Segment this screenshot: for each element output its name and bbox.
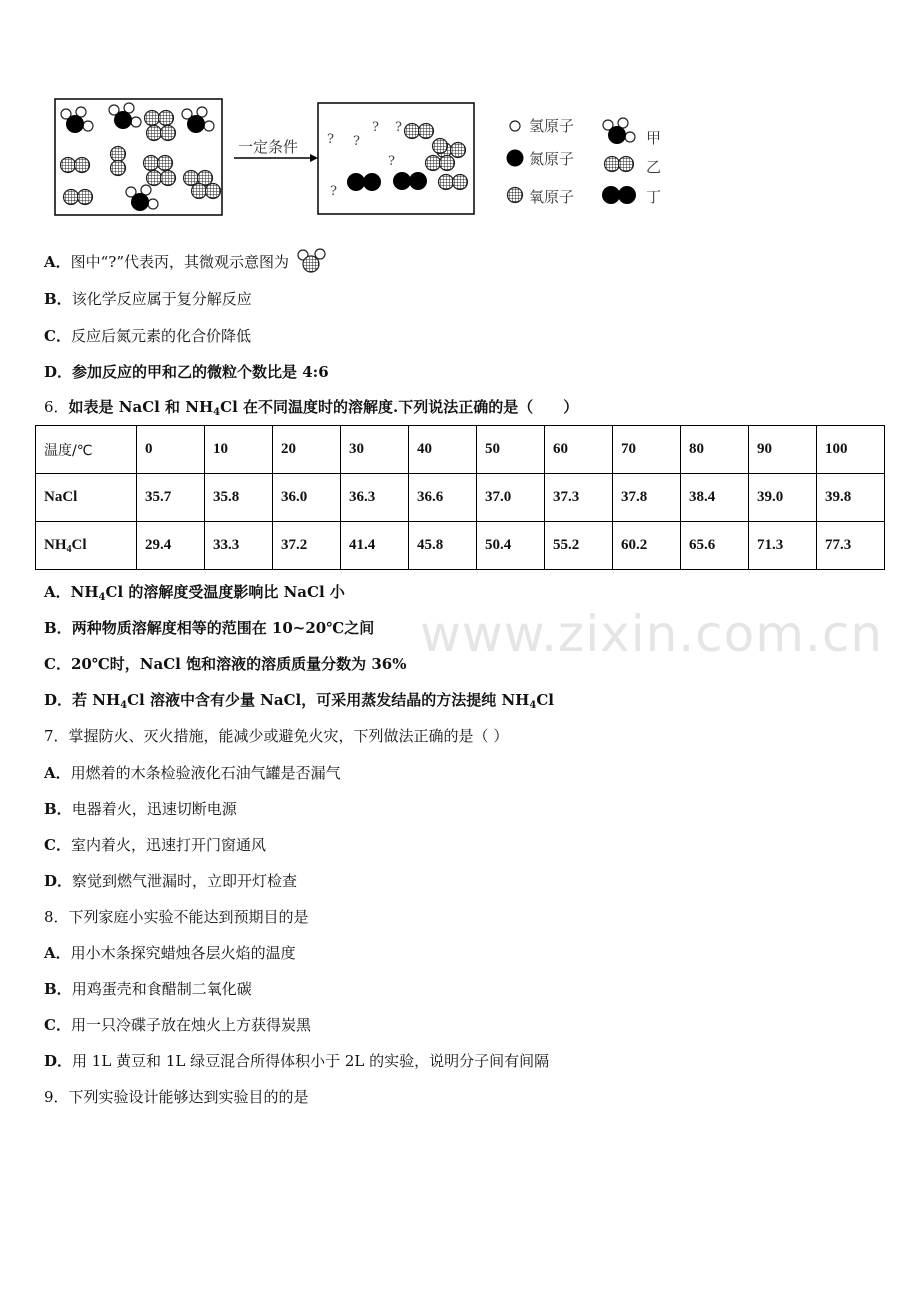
table-cell: 40 [409, 426, 477, 474]
q9-stem: 9．下列实验设计能够达到实验目的的是 [44, 1088, 309, 1106]
table-cell: 71.3 [749, 522, 817, 570]
solubility-table [35, 425, 885, 570]
table-cell: $NH_4Cl$ [36, 522, 137, 570]
table-cell: 45.8 [409, 522, 477, 570]
table-cell: 37.8 [613, 474, 681, 522]
table-row [36, 426, 885, 474]
q5-option-c: C．反应后氮元素的化合价降低 [44, 327, 251, 345]
table-cell: 33.3 [205, 522, 273, 570]
table-cell: 100 [817, 426, 885, 474]
svg-text:?: ? [327, 132, 334, 147]
table-cell: 38.4 [681, 474, 749, 522]
q8-option-d: D．用 1L 黄豆和 1L 绿豆混合所得体积小于 2L 的实验，说明分子间有间隔 [44, 1052, 550, 1070]
table-cell: 80 [681, 426, 749, 474]
table-cell: 35.7 [137, 474, 205, 522]
q5-option-a: A．图中“?”代表丙，其微观示意图为 [44, 247, 328, 275]
q7-option-b: B．电器着火，迅速切断电源 [44, 800, 237, 818]
svg-text:?: ? [372, 120, 379, 135]
table-cell: 60 [545, 426, 613, 474]
table-cell: 0 [137, 426, 205, 474]
table-row [36, 522, 885, 570]
table-cell: 50.4 [477, 522, 545, 570]
q7-option-c: C．室内着火，迅速打开门窗通风 [44, 836, 266, 854]
table-row [36, 474, 885, 522]
table-cell: 29.4 [137, 522, 205, 570]
q6-option-d: D．若 $NH_4Cl$ 溶液中含有少量 NaCl，可采用蒸发结晶的方法提纯 $NH_4Cl$ [44, 691, 554, 711]
q6-stem: 6．如表是 NaCl 和 $NH_4Cl$ 在不同温度时的溶解度.下列说法正确的是（ ） [44, 398, 579, 418]
reaction-diagram [48, 95, 688, 225]
q8-option-c: C．用一只冷碟子放在烛火上方获得炭黑 [44, 1016, 311, 1034]
q8-stem: 8．下列家庭小实验不能达到预期目的是 [44, 908, 309, 926]
table-cell: 温度/℃ [36, 426, 137, 474]
table-cell: 37.2 [273, 522, 341, 570]
q6-option-a: A．$NH_4Cl$ 的溶解度受温度影响比 NaCl 小 [44, 583, 345, 603]
legend-nitrogen: 氮原子 [529, 150, 575, 168]
water-molecule-icon [294, 247, 328, 275]
table-cell: 41.4 [341, 522, 409, 570]
svg-text:?: ? [395, 120, 402, 135]
q8-option-a: A．用小木条探究蜡烛各层火焰的温度 [44, 944, 296, 962]
table-cell: 55.2 [545, 522, 613, 570]
svg-text:?: ? [330, 184, 337, 199]
table-cell: 70 [613, 426, 681, 474]
q6-option-c: C．20℃时，NaCl 饱和溶液的溶质质量分数为 36% [44, 655, 407, 673]
svg-text:?: ? [353, 134, 360, 149]
arrow-label: 一定条件 [238, 138, 299, 156]
q5-option-b: B．该化学反应属于复分解反应 [44, 290, 252, 308]
table-cell: 35.8 [205, 474, 273, 522]
svg-text:?: ? [388, 154, 395, 169]
q7-option-d: D．察觉到燃气泄漏时，立即开灯检查 [44, 872, 298, 890]
q6-option-b: B．两种物质溶解度相等的范围在 10~20℃之间 [44, 619, 375, 637]
legend-oxygen: 氧原子 [529, 188, 575, 206]
table-cell: 50 [477, 426, 545, 474]
table-cell: 37.0 [477, 474, 545, 522]
table-cell: 10 [205, 426, 273, 474]
table-cell: 39.8 [817, 474, 885, 522]
table-cell: 36.3 [341, 474, 409, 522]
table-cell: 65.6 [681, 522, 749, 570]
table-cell: 30 [341, 426, 409, 474]
table-cell: 39.0 [749, 474, 817, 522]
legend-yi: 乙 [646, 158, 662, 176]
legend-jia: 甲 [646, 129, 662, 147]
q7-stem: 7．掌握防火、灭火措施，能减少或避免火灾，下列做法正确的是（ ） [44, 727, 509, 745]
table-cell: 60.2 [613, 522, 681, 570]
table-cell: 90 [749, 426, 817, 474]
legend-hydrogen: 氢原子 [529, 117, 575, 135]
legend-ding: 丁 [646, 188, 662, 206]
q7-option-a: A．用燃着的木条检验液化石油气罐是否漏气 [44, 764, 341, 782]
table-cell: 36.6 [409, 474, 477, 522]
table-cell: 36.0 [273, 474, 341, 522]
watermark: www.zixin.com.cn [420, 605, 884, 663]
q8-option-b: B．用鸡蛋壳和食醋制二氧化碳 [44, 980, 252, 998]
q5-option-d: D．参加反应的甲和乙的微粒个数比是 4:6 [44, 363, 329, 381]
table-cell: 37.3 [545, 474, 613, 522]
table-cell: 20 [273, 426, 341, 474]
table-cell: 77.3 [817, 522, 885, 570]
table-cell: NaCl [36, 474, 137, 522]
